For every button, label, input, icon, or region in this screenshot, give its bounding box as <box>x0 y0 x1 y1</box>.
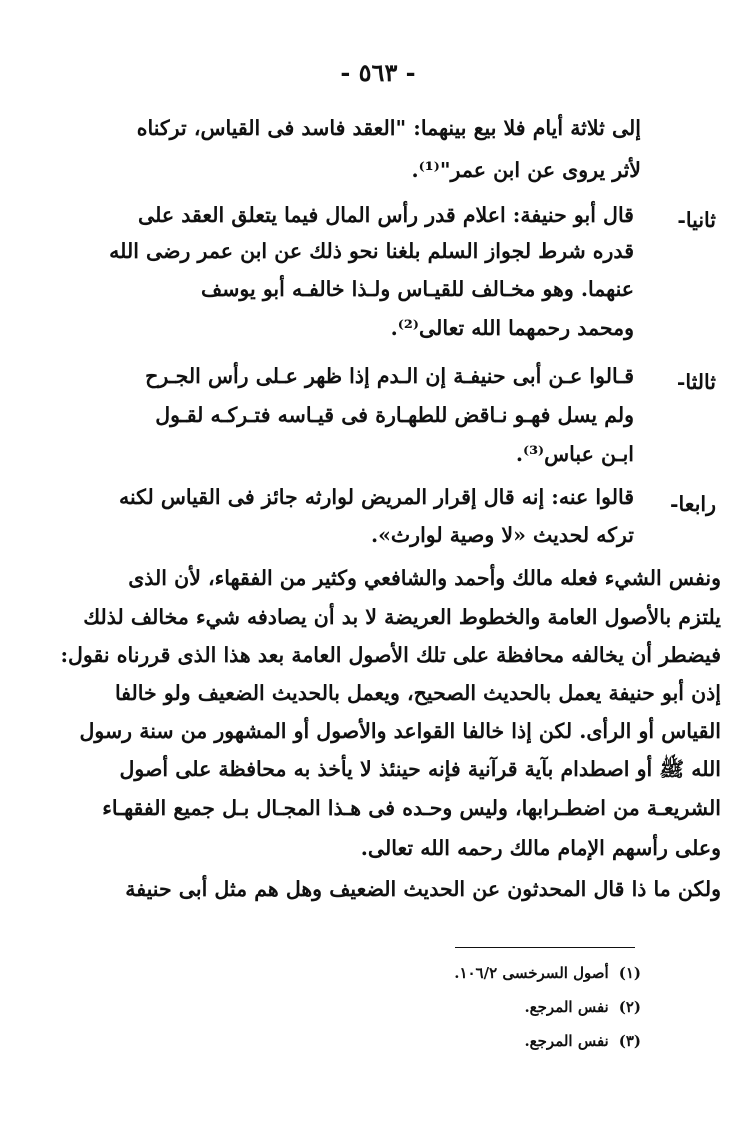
body-line-5: القياس أو الرأى. لكن إذا خالفا القواعد والأصول أو المشهور من سنة رسول <box>79 719 721 743</box>
body-line-6: الله ﷺ أو اصطدام بآية قرآنية فإنه حينئذ لا يأخذ به محافظة على أصول <box>119 757 721 781</box>
item-label-third: ثالثا- <box>676 370 716 394</box>
footnote-3-text: نفس المرجع. <box>524 1032 609 1050</box>
item-second-line-3: عنهما. وهو مخـالف للقيـاس ولـذا خالفـه أبو يوسف <box>201 277 634 301</box>
footnote-1-text: أصول السرخسى ١٠٦/٢. <box>454 964 609 982</box>
footnote-3-number: (٣) <box>618 1032 641 1050</box>
item-third-line-1: قـالوا عـن أبى حنيفـة إن الـدم إذا ظهر عـلى رأس الجـرح <box>145 364 634 388</box>
body-line-7: الشريعـة من اضطـرابها، وليس وحـده فى هـذا المجـال بـل جميع الفقهـاء <box>102 796 721 820</box>
item-label-fourth: رابعا- <box>670 492 716 516</box>
intro-line-2: لأثر يروى عن ابن عمر"⁽¹⁾. <box>411 158 641 182</box>
footnote-2-text: نفس المرجع. <box>524 998 609 1016</box>
page-number: - ٥٦٣ - <box>340 58 416 87</box>
footnote-1-number: (١) <box>618 964 641 982</box>
body-line-8: وعلى رأسهم الإمام مالك رحمه الله تعالى. <box>360 836 721 860</box>
footnote-3 <box>524 1030 641 1052</box>
item-fourth-line-2: تركه لحديث «لا وصية لوارث». <box>370 523 634 547</box>
item-second-line-4: ومحمد رحمهما الله تعالى⁽²⁾. <box>390 316 634 340</box>
body-line-3: فيضطر أن يخالفه محافظة على تلك الأصول العامة بعد هذا الذى قررناه نقول: <box>60 643 721 667</box>
item-third-line-3: ابـن عباس⁽³⁾. <box>515 442 634 466</box>
item-third-line-2: ولم يسل فهـو نـاقض للطهـارة فى قيـاسه فتـركـه لقـول <box>155 403 634 427</box>
body-line-2: يلتزم بالأصول العامة والخطوط العريضة لا بد أن يصادفه شيء مخالف لذلك <box>83 605 721 629</box>
item-fourth-line-1: قالوا عنه: إنه قال إقرار المريض لوارثه جائز فى القياس لكنه <box>118 485 634 509</box>
body-line-1: ونفس الشيء فعله مالك وأحمد والشافعي وكثير من الفقهاء، لأن الذى <box>128 566 721 590</box>
item-label-second: ثانيا- <box>677 208 716 232</box>
footnote-separator <box>455 947 635 948</box>
intro-line-1: إلى ثلاثة أيام فلا بيع بينهما: "العقد فاسد فى القياس، تركناه <box>136 116 641 140</box>
item-second-line-2: قدره شرط لجواز السلم بلغنا نحو ذلك عن ابن عمر رضى الله <box>109 239 634 263</box>
footnote-2-number: (٢) <box>618 998 641 1016</box>
last-paragraph-line: ولكن ما ذا قال المحدثون عن الحديث الضعيف وهل هم مثل أبى حنيفة <box>125 877 721 901</box>
body-line-4: إذن أبو حنيفة يعمل بالحديث الصحيح، ويعمل بالحديث الضعيف ولو خالفا <box>114 681 721 705</box>
item-second-line-1: قال أبو حنيفة: اعلام قدر رأس المال فيما يتعلق العقد على <box>138 203 634 227</box>
footnote-2 <box>524 996 641 1018</box>
footnote-1 <box>454 962 641 984</box>
